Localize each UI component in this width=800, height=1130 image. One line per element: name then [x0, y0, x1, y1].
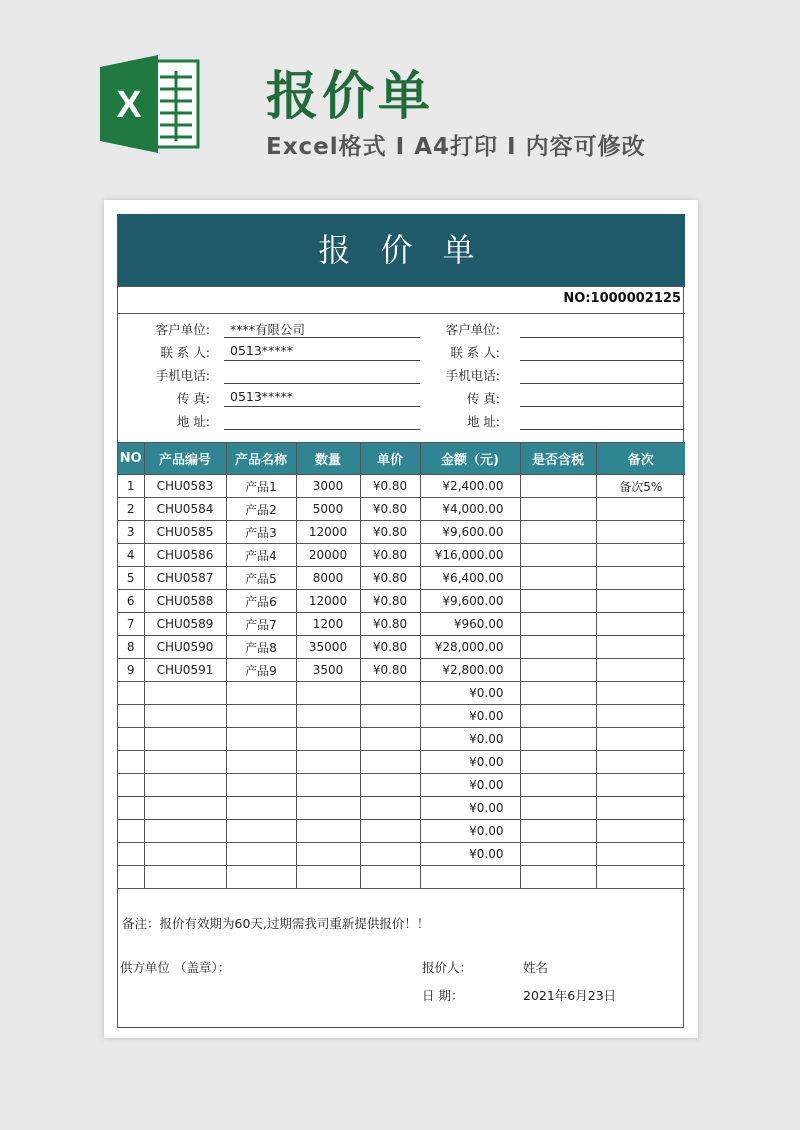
table-cell[interactable]: CHU0586 — [144, 544, 226, 567]
info-label: 手机电话: — [445, 368, 500, 383]
table-cell[interactable]: ¥0.00 — [420, 797, 520, 820]
table-cell[interactable]: ¥6,400.00 — [420, 567, 520, 590]
table-cell[interactable] — [118, 751, 144, 774]
table-cell[interactable] — [520, 682, 596, 705]
column-header: 备次 — [596, 443, 685, 475]
info-label: 地 址: — [176, 414, 210, 429]
table-cell[interactable]: 产品1 — [226, 475, 296, 498]
table-cell[interactable] — [226, 866, 296, 889]
table-cell[interactable] — [360, 797, 420, 820]
table-cell[interactable] — [596, 774, 685, 797]
table-cell[interactable] — [226, 843, 296, 866]
supplier-label: 供方单位 （盖章）： — [120, 960, 231, 975]
table-cell[interactable]: ¥28,000.00 — [420, 636, 520, 659]
table-cell[interactable] — [596, 498, 685, 521]
table-cell[interactable] — [118, 866, 144, 889]
table-cell[interactable] — [226, 797, 296, 820]
table-cell[interactable]: ¥0.00 — [420, 843, 520, 866]
table-cell[interactable]: 3500 — [296, 659, 360, 682]
table-cell[interactable]: ¥0.00 — [420, 728, 520, 751]
number-row — [118, 286, 685, 314]
table-row — [118, 567, 685, 590]
table-row — [118, 797, 685, 820]
table-cell[interactable]: CHU0587 — [144, 567, 226, 590]
table-cell[interactable] — [520, 728, 596, 751]
table-cell[interactable] — [296, 751, 360, 774]
table-cell[interactable] — [596, 544, 685, 567]
info-value[interactable]: 0513***** — [230, 343, 294, 358]
table-cell[interactable]: 20000 — [296, 544, 360, 567]
table-cell[interactable] — [118, 682, 144, 705]
table-row — [118, 590, 685, 613]
column-header: 产品编号 — [144, 443, 226, 475]
info-label: 手机电话: — [155, 368, 210, 383]
table-cell[interactable]: 产品3 — [226, 521, 296, 544]
table-cell[interactable] — [596, 567, 685, 590]
info-label: 客户单位: — [445, 322, 500, 337]
table-cell[interactable] — [420, 866, 520, 889]
table-cell[interactable] — [226, 820, 296, 843]
table-cell[interactable]: 产品8 — [226, 636, 296, 659]
table-cell[interactable]: 产品5 — [226, 567, 296, 590]
column-header: 是否含税 — [520, 443, 596, 475]
info-label: 联 系 人: — [450, 345, 500, 360]
table-cell[interactable]: CHU0591 — [144, 659, 226, 682]
table-cell[interactable]: 1200 — [296, 613, 360, 636]
table-cell[interactable]: 5 — [118, 567, 144, 590]
table-cell[interactable] — [226, 751, 296, 774]
table-cell[interactable] — [226, 705, 296, 728]
table-cell[interactable]: 备次5% — [596, 475, 685, 498]
table-cell[interactable] — [596, 866, 685, 889]
table-row — [118, 866, 685, 889]
column-header: 产品名称 — [226, 443, 296, 475]
table-cell[interactable]: 1 — [118, 475, 144, 498]
table-row — [118, 728, 685, 751]
sheet-frame — [117, 214, 684, 1028]
banner-subtitle: Excel格式 I A4打印 I 内容可修改 — [266, 134, 646, 160]
table-cell[interactable] — [296, 705, 360, 728]
table-cell[interactable] — [596, 728, 685, 751]
table-cell[interactable] — [520, 820, 596, 843]
info-label: 地 址: — [466, 414, 500, 429]
table-cell[interactable] — [226, 774, 296, 797]
table-cell[interactable]: CHU0585 — [144, 521, 226, 544]
table-cell[interactable]: 产品7 — [226, 613, 296, 636]
table-cell[interactable] — [118, 774, 144, 797]
table-cell[interactable] — [144, 866, 226, 889]
info-label: 传 真: — [466, 391, 500, 406]
table-cell[interactable] — [360, 751, 420, 774]
table-cell[interactable] — [520, 843, 596, 866]
table-cell[interactable] — [360, 843, 420, 866]
table-row — [118, 544, 685, 567]
table-cell[interactable]: ¥0.80 — [360, 544, 420, 567]
table-cell[interactable] — [296, 682, 360, 705]
table-cell[interactable] — [520, 751, 596, 774]
table-cell[interactable] — [596, 843, 685, 866]
table-cell[interactable] — [520, 866, 596, 889]
table-cell[interactable]: ¥2,800.00 — [420, 659, 520, 682]
table-cell[interactable] — [226, 728, 296, 751]
date-value[interactable]: 2021年6月23日 — [523, 988, 617, 1003]
table-row — [118, 751, 685, 774]
table-cell[interactable] — [596, 636, 685, 659]
table-row — [118, 843, 685, 866]
table-cell[interactable] — [596, 521, 685, 544]
quote-sheet — [104, 200, 698, 1038]
table-cell[interactable]: ¥9,600.00 — [420, 521, 520, 544]
table-cell[interactable]: ¥0.80 — [360, 521, 420, 544]
table-cell[interactable]: CHU0583 — [144, 475, 226, 498]
table-cell[interactable] — [596, 797, 685, 820]
quoter-label: 报价人： — [422, 960, 473, 975]
table-cell[interactable] — [520, 590, 596, 613]
table-row — [118, 682, 685, 705]
table-cell[interactable] — [596, 820, 685, 843]
table-cell[interactable]: 8000 — [296, 567, 360, 590]
table-cell[interactable] — [520, 774, 596, 797]
table-row — [118, 636, 685, 659]
table-cell[interactable] — [596, 751, 685, 774]
table-cell[interactable]: 产品9 — [226, 659, 296, 682]
items-table — [118, 442, 685, 889]
table-cell[interactable] — [520, 544, 596, 567]
table-cell[interactable]: 产品2 — [226, 498, 296, 521]
table-cell[interactable] — [296, 866, 360, 889]
table-row — [118, 521, 685, 544]
table-cell[interactable] — [118, 843, 144, 866]
table-cell[interactable] — [226, 682, 296, 705]
table-row — [118, 659, 685, 682]
quote-number: NO:1000002125 — [563, 291, 681, 306]
table-cell[interactable]: 3000 — [296, 475, 360, 498]
excel-icon — [100, 55, 202, 153]
svg-text:X: X — [116, 84, 142, 126]
table-cell[interactable]: ¥0.80 — [360, 613, 420, 636]
info-label: 客户单位: — [155, 322, 210, 337]
table-cell[interactable] — [596, 613, 685, 636]
table-cell[interactable]: ¥0.80 — [360, 636, 420, 659]
table-cell[interactable] — [144, 843, 226, 866]
table-cell[interactable] — [360, 820, 420, 843]
table-cell[interactable]: 产品4 — [226, 544, 296, 567]
table-cell[interactable] — [144, 728, 226, 751]
table-cell[interactable] — [118, 797, 144, 820]
document-title: 报 价 单 — [118, 214, 685, 286]
table-row — [118, 705, 685, 728]
info-value[interactable]: ****有限公司 — [230, 322, 306, 337]
table-cell[interactable]: ¥0.00 — [420, 751, 520, 774]
table-cell[interactable]: 产品6 — [226, 590, 296, 613]
column-header: 单价 — [360, 443, 420, 475]
info-label: 传 真: — [176, 391, 210, 406]
table-cell[interactable]: 8 — [118, 636, 144, 659]
table-cell[interactable] — [360, 866, 420, 889]
table-cell[interactable] — [144, 751, 226, 774]
table-row — [118, 820, 685, 843]
table-cell[interactable]: ¥0.80 — [360, 590, 420, 613]
table-cell[interactable] — [296, 843, 360, 866]
table-row — [118, 475, 685, 498]
table-cell[interactable]: 6 — [118, 590, 144, 613]
table-cell[interactable]: ¥0.80 — [360, 659, 420, 682]
table-cell[interactable]: 4 — [118, 544, 144, 567]
table-cell[interactable] — [144, 820, 226, 843]
table-cell[interactable] — [296, 728, 360, 751]
table-cell[interactable] — [520, 705, 596, 728]
table-header-row — [118, 443, 685, 475]
table-cell[interactable] — [144, 705, 226, 728]
table-cell[interactable]: ¥0.00 — [420, 682, 520, 705]
table-cell[interactable] — [296, 797, 360, 820]
table-cell[interactable] — [118, 728, 144, 751]
table-cell[interactable] — [520, 659, 596, 682]
table-cell[interactable]: ¥4,000.00 — [420, 498, 520, 521]
table-cell[interactable] — [144, 797, 226, 820]
table-cell[interactable]: CHU0589 — [144, 613, 226, 636]
table-cell[interactable] — [596, 590, 685, 613]
table-cell[interactable]: ¥960.00 — [420, 613, 520, 636]
info-value[interactable]: 0513***** — [230, 389, 294, 404]
table-cell[interactable]: 12000 — [296, 521, 360, 544]
table-cell[interactable]: ¥9,600.00 — [420, 590, 520, 613]
info-label: 联 系 人: — [160, 345, 210, 360]
table-cell[interactable] — [360, 705, 420, 728]
table-cell[interactable]: ¥0.00 — [420, 820, 520, 843]
table-cell[interactable]: ¥16,000.00 — [420, 544, 520, 567]
quoter-value[interactable]: 姓名 — [523, 960, 549, 975]
table-cell[interactable]: ¥0.00 — [420, 705, 520, 728]
table-cell[interactable]: ¥0.80 — [360, 475, 420, 498]
column-header: 金额（元) — [420, 443, 520, 475]
table-cell[interactable] — [118, 820, 144, 843]
table-cell[interactable] — [520, 797, 596, 820]
table-cell[interactable] — [596, 682, 685, 705]
table-cell[interactable] — [296, 820, 360, 843]
table-cell[interactable]: ¥0.80 — [360, 498, 420, 521]
table-cell[interactable] — [360, 728, 420, 751]
table-cell[interactable]: ¥0.80 — [360, 567, 420, 590]
column-header: 数量 — [296, 443, 360, 475]
table-cell[interactable] — [360, 682, 420, 705]
table-cell[interactable]: CHU0588 — [144, 590, 226, 613]
table-cell[interactable]: 7 — [118, 613, 144, 636]
table-cell[interactable]: 9 — [118, 659, 144, 682]
table-cell[interactable]: ¥0.00 — [420, 774, 520, 797]
table-cell[interactable] — [520, 475, 596, 498]
table-cell[interactable]: CHU0590 — [144, 636, 226, 659]
table-cell[interactable] — [520, 521, 596, 544]
table-row — [118, 774, 685, 797]
date-label: 日 期： — [422, 988, 464, 1003]
table-cell[interactable] — [596, 705, 685, 728]
table-cell[interactable] — [144, 682, 226, 705]
table-cell[interactable]: CHU0584 — [144, 498, 226, 521]
table-cell[interactable]: 3 — [118, 521, 144, 544]
column-header: NO — [118, 443, 144, 475]
table-cell[interactable] — [144, 774, 226, 797]
table-row — [118, 613, 685, 636]
table-cell[interactable] — [296, 774, 360, 797]
table-cell[interactable] — [520, 636, 596, 659]
table-cell[interactable]: 35000 — [296, 636, 360, 659]
table-cell[interactable] — [360, 774, 420, 797]
table-cell[interactable] — [118, 705, 144, 728]
table-row — [118, 498, 685, 521]
table-cell[interactable] — [520, 498, 596, 521]
table-cell[interactable]: 5000 — [296, 498, 360, 521]
table-cell[interactable]: 2 — [118, 498, 144, 521]
table-cell[interactable] — [520, 567, 596, 590]
validity-note: 备注：报价有效期为60天,过期需我司重新提供报价！！ — [122, 916, 430, 931]
table-cell[interactable]: 12000 — [296, 590, 360, 613]
table-cell[interactable]: ¥2,400.00 — [420, 475, 520, 498]
table-cell[interactable] — [520, 613, 596, 636]
table-cell[interactable] — [596, 659, 685, 682]
banner-title: 报价单 — [266, 67, 435, 127]
